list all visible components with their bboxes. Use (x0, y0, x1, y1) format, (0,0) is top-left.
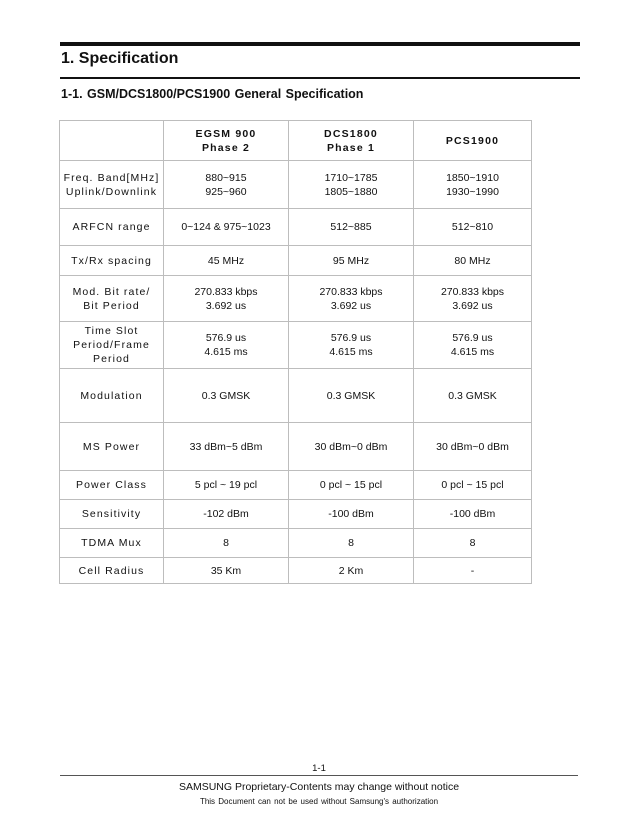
row-label-line: Freq. Band[MHz] (63, 171, 160, 184)
table-cell (414, 246, 532, 276)
row-label-line: MS Power (82, 440, 141, 453)
cell-line: - (470, 564, 475, 577)
row-label-line: Sensitivity (81, 508, 142, 520)
cell-line: 95 MHz (332, 254, 370, 267)
table-cell (164, 369, 289, 423)
table-cell (164, 322, 289, 369)
cell-line: 270.833 kbps (319, 285, 383, 298)
row-label-cell (60, 369, 164, 423)
table-cell (414, 322, 532, 369)
table-cell (289, 161, 414, 209)
cell-line: 0.3 GMSK (448, 389, 497, 402)
row-label-cell (60, 161, 164, 209)
cell-line: 0~124 & 975~1023 (181, 221, 271, 233)
header-line: EGSM 900 (195, 127, 257, 140)
cell-line: 3.692 us (452, 299, 493, 312)
cell-line: 270.833 kbps (194, 285, 258, 298)
cell-line: 33 dBm~5 dBm (189, 440, 263, 453)
table-row (60, 423, 532, 471)
table-row (60, 369, 532, 423)
cell-line: 3.692 us (205, 299, 247, 312)
table-cell (414, 209, 532, 246)
table-cell (414, 500, 532, 529)
header-line: DCS1800 (324, 127, 378, 140)
row-label-line: ARFCN range (72, 221, 151, 233)
cell-line: 1710~1785 (324, 171, 378, 184)
cell-line: 8 (469, 537, 476, 549)
table-cell (164, 471, 289, 500)
footer-notice: SAMSUNG Proprietary-Contents may change without notice (178, 781, 460, 793)
cell-line: 30 dBm~0 dBm (436, 440, 509, 453)
cell-line: 0 pcl ~ 15 pcl (441, 479, 504, 491)
table-row (60, 276, 532, 322)
row-label-cell (60, 558, 164, 584)
table-cell (414, 161, 532, 209)
title-rule (60, 77, 580, 79)
header-line: PCS1900 (445, 134, 500, 147)
cell-line: 880~915 (205, 171, 247, 184)
row-label-line: Tx/Rx spacing (71, 254, 152, 267)
table-cell (164, 161, 289, 209)
table-row (60, 209, 532, 246)
row-label-line: Period/Frame (73, 339, 150, 351)
row-label-line: Uplink/Downlink (65, 185, 158, 198)
specification-table (59, 120, 532, 584)
table-row (60, 471, 532, 500)
cell-line: 4.615 ms (329, 346, 373, 358)
footer-disclaimer: This Document can not be used without Samsung's authorization (199, 797, 439, 806)
header-dcs1800 (289, 121, 414, 161)
cell-line: 4.615 ms (450, 346, 495, 358)
cell-line: 0.3 GMSK (326, 389, 376, 402)
cell-line: 576.9 us (205, 332, 247, 344)
table-cell (164, 423, 289, 471)
cell-line: -100 dBm (328, 508, 374, 520)
table-cell (164, 246, 289, 276)
cell-line: 30 dBm~0 dBm (314, 440, 388, 453)
cell-line: 2 Km (338, 564, 364, 577)
table-row (60, 322, 532, 369)
table-cell (414, 471, 532, 500)
table-cell (289, 369, 414, 423)
footer-rule (60, 775, 578, 776)
cell-line: 576.9 us (330, 332, 372, 344)
cell-line: 512~810 (451, 221, 494, 233)
cell-line: 8 (223, 537, 229, 549)
table-cell (414, 529, 532, 558)
cell-line: 1930~1990 (446, 185, 499, 198)
table-cell (289, 276, 414, 322)
cell-line: 576.9 us (452, 332, 493, 344)
cell-line: 270.833 kbps (440, 285, 505, 298)
cell-line: 80 MHz (454, 254, 491, 267)
row-label-cell (60, 423, 164, 471)
row-label-cell (60, 246, 164, 276)
row-label-cell (60, 322, 164, 369)
row-label-cell (60, 471, 164, 500)
header-egsm900 (164, 121, 289, 161)
cell-line: 0.3 GMSK (201, 389, 251, 402)
table-header-row (60, 121, 532, 161)
table-cell (289, 558, 414, 584)
header-line: Phase 2 (201, 141, 251, 154)
table-cell (289, 471, 414, 500)
page-title: 1. Specification (61, 50, 179, 67)
table-cell (289, 500, 414, 529)
table-cell (164, 209, 289, 246)
row-label-cell (60, 276, 164, 322)
row-label-line: Time Slot (84, 325, 139, 337)
table-cell (414, 423, 532, 471)
top-rule (60, 42, 580, 46)
table-row (60, 529, 532, 558)
table-cell (289, 529, 414, 558)
cell-line: 45 MHz (207, 254, 245, 267)
table-cell (289, 423, 414, 471)
row-label-line: Bit Period (83, 299, 140, 312)
row-label-line: Modulation (80, 389, 143, 402)
table-cell (289, 209, 414, 246)
table-cell (289, 322, 414, 369)
table-cell (164, 500, 289, 529)
row-label-cell (60, 500, 164, 529)
cell-line: 512~885 (330, 221, 372, 233)
cell-line: 925~960 (205, 185, 247, 198)
table-row (60, 558, 532, 584)
table-row (60, 161, 532, 209)
row-label-cell (60, 209, 164, 246)
table-row (60, 500, 532, 529)
cell-line: 3.692 us (330, 299, 372, 312)
table-cell (414, 276, 532, 322)
row-label-cell (60, 529, 164, 558)
section-subtitle: 1-1. GSM/DCS1800/PCS1900 General Specification (61, 87, 364, 101)
cell-line: 35 Km (210, 564, 242, 577)
table-cell (164, 276, 289, 322)
cell-line: 1850~1910 (446, 171, 499, 184)
page-number: 1-1 (312, 763, 326, 774)
row-label-line: TDMA Mux (81, 537, 142, 549)
cell-line: 0 pcl ~ 15 pcl (319, 479, 383, 491)
cell-line: -100 dBm (449, 508, 496, 520)
row-label-line: Cell Radius (78, 564, 145, 577)
cell-line: -102 dBm (203, 508, 249, 520)
cell-line: 8 (348, 537, 354, 549)
header-corner-cell (60, 121, 164, 161)
table-cell (289, 246, 414, 276)
header-line: Phase 1 (326, 141, 376, 154)
header-pcs1900 (414, 121, 532, 161)
cell-line: 1805~1880 (324, 185, 378, 198)
row-label-line: Mod. Bit rate/ (72, 285, 151, 298)
table-cell (414, 558, 532, 584)
cell-line: 5 pcl ~ 19 pcl (194, 479, 258, 491)
row-label-line: Period (93, 353, 130, 365)
row-label-line: Power Class (75, 479, 148, 491)
table-cell (414, 369, 532, 423)
table-cell (164, 558, 289, 584)
cell-line: 4.615 ms (204, 346, 248, 358)
table-row (60, 246, 532, 276)
table-cell (164, 529, 289, 558)
